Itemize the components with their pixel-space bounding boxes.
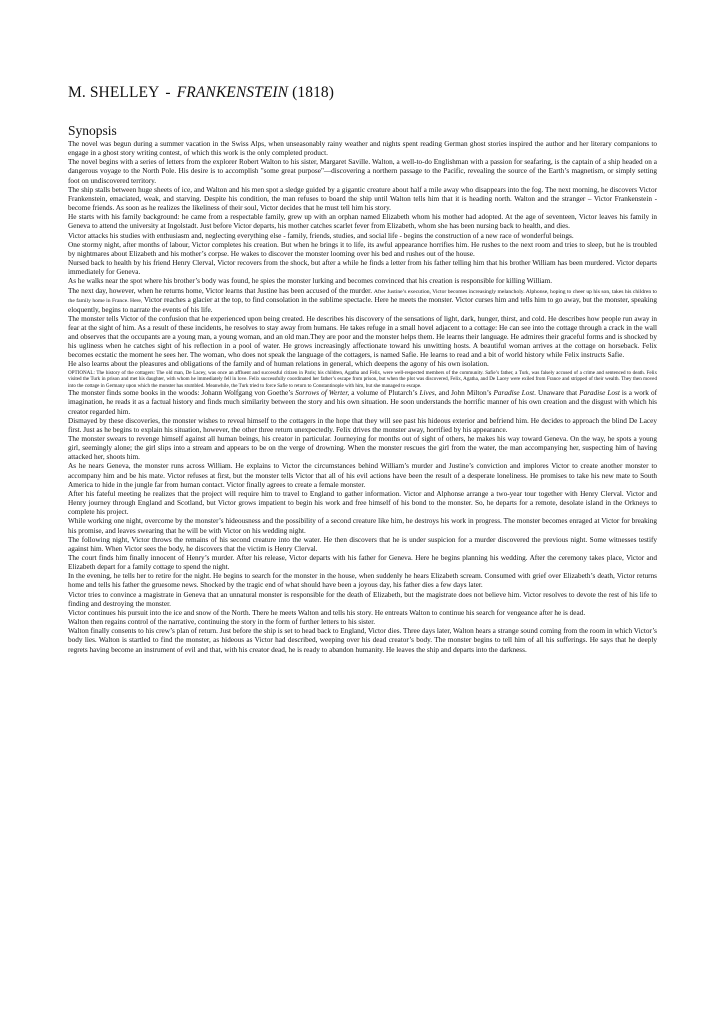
paragraph: The ship stalls between huge sheets of ice, and Walton and his men spot a sledge guided by a gigantic creature about half a mile away who disappears into the fog. The next morning, he discovers Victor Frankenstein, emaciated, weak, and starving. Despite his condition, the man refuses to board the ship until Walton tells him that it is heading north. Walton and the stranger – Victor Frankenstein - become friends. As soon as he realizes the likeliness of their soul, Victor decides that he must tell him his story. <box>68 185 657 213</box>
paragraph: Victor tries to convince a magistrate in Geneva that an unnatural monster is responsible for the death of Elizabeth, but the magistrate does not believe him. Victor resolves to devote the rest of his life to finding and destroying the monster. <box>68 590 657 608</box>
work-title: FRANKENSTEIN <box>176 84 289 101</box>
paragraph: One stormy night, after months of labour, Victor completes his creation. But when he brings it to life, its awful appearance horrifies him. He rushes to the next room and tries to sleep, but he is troubled by nightmares about Elizabeth and his mother’s corpse. He wakes to discover the monster looming over his bed and rushes out of the house. <box>68 240 657 258</box>
text-run: The monster finds some books in the woods: Johann Wolfgang von Goethe’s <box>68 389 296 398</box>
paragraph: The monster swears to revenge himself against all human beings, his creator in particular. Journeying for months out of sight of others, he makes his way toward Geneva. On the way, he spots a young girl, seemingly alone; the girl slips into a stream and appears to be on the verge of drowning. When the monster rescues the girl from the water, the man accompanying her, suspecting him of having attacked her, shoots him. <box>68 434 657 462</box>
author-name: M. SHELLEY <box>68 84 160 101</box>
paragraph: The novel was begun during a summer vacation in the Swiss Alps, when unseasonably rainy weather and nights spent reading German ghost stories inspired the author and her literary companions to engage in a ghost story writing contest, of which this work is the only completed product. <box>68 140 657 158</box>
book-title: Paradise Lost <box>493 389 535 398</box>
paragraph: He also learns about the pleasures and obligations of the family and of human relations in general, which deepens the agony of his own isolation. <box>68 360 489 369</box>
book-title: Lives, <box>419 389 437 398</box>
section-heading: Synopsis <box>68 123 117 138</box>
paragraph: Walton finally consents to his crew’s plan of return. Just before the ship is set to head back to England, Victor dies. Three days later, Walton hears a strange sound coming from the room in which Victor’s body lies. Walton is startled to find the monster, as hideous as Victor had described, weeping over his dead creator’s body. The monster begins to tell him of all his sufferings. He says that he deeply regrets having become an instrument of evil and that, with his creator dead, he is ready to abandon humanity. He leaves the ship and departs into the darkness. <box>68 627 657 654</box>
publication-year: (1818) <box>292 84 335 101</box>
paragraph: He starts with his family background: he came from a respectable family, grew up with an orphan named Elizabeth whom his mother had adopted. At the age of seventeen, Victor leaves his family in Geneva to attend the university at Ingolstadt. Just before Victor departs, his mother catches scarlet fever from Elizabeth, whom she has been nursing back to health, and dies. <box>68 213 657 231</box>
paragraph: Dismayed by these discoveries, the monster wishes to reveal himself to the cottagers in the hope that they will see past his hideous exterior and befriend him. He decides to approach the blind De Lacey first. Just as he begins to explain his situation, however, the other three return unexpectedly. Felix drives the monster away, horrified by his appearance. <box>68 416 657 434</box>
paragraph: Victor continues his pursuit into the ice and snow of the North. There he meets Walton and tells his story. He entreats Walton to continue his search for vengeance after he is dead. <box>68 608 586 617</box>
document-page <box>68 84 657 655</box>
paragraph-books <box>68 389 657 416</box>
paragraph: The court finds him finally innocent of Henry’s murder. After his release, Victor departs with his father for Geneva. Here he begins planning his wedding. After the ceremony takes place, Victor and Elizabeth depart for a family cottage to spend the night. <box>68 554 657 572</box>
synopsis-body <box>68 140 657 655</box>
text-run: a volume of Plutarch’s <box>349 389 420 398</box>
paragraph-small-insert: After Justine’s execution, Victor becomes increasingly melancholy. Alphonse, hoping to cheer up his son, takes his children to the family home in France. Here, <box>68 288 657 304</box>
paragraph: The novel begins with a series of letters from the explorer Robert Walton to his sister, Margaret Saville. Walton, a well-to-do Englishman with a passion for seafaring, is the captain of a ship headed on a dangerous voyage to the North Pole. His desire is to accomplish "some great purpose"—discovering a northern passage to the Pacific, revealing the source of the Earth’s magnetism, or simply setting foot on undiscovered territory. <box>68 158 657 185</box>
book-title: Paradise Lost <box>579 389 620 398</box>
paragraph: As he nears Geneva, the monster runs across William. He explains to Victor the circumstances behind William’s murder and Justine’s conviction and implores Victor to create another monster to accompany him and be his mate. Victor refuses at first, but the monster tells Victor that all of his evil actions have been the result of a desperate loneliness. He promises to take his new mate to South America to hide in the jungle far from human contact. Victor finally agrees to create a female monster. <box>68 462 657 489</box>
paragraph: While working one night, overcome by the monster’s hideousness and the possibility of a second creature like him, he destroys his work in progress. The monster becomes enraged at Victor for breaking his promise, and leaves swearing that he will be with Victor on his wedding night. <box>68 517 657 535</box>
paragraph: The following night, Victor throws the remains of his second creature into the water. He then discovers that he is under suspicion for a murder discovered the previous night. Some witnesses testify against him. When Victor sees the body, he discovers that the victim is Henry Clerval. <box>68 535 657 553</box>
title-separator: - <box>165 84 171 101</box>
text-run: . Unaware that <box>534 389 580 398</box>
paragraph: Nursed back to health by his friend Henry Clerval, Victor recovers from the shock, but after a while he finds a letter from his father telling him that his brother William has been murdered. Victor departs immediately for Geneva. <box>68 259 657 277</box>
paragraph: In the evening, he tells her to retire for the night. He begins to search for the monster in the house, when suddenly he hears Elizabeth scream. Consumed with grief over Elizabeth’s death, Victor returns home and tells his father the gruesome news. Shocked by the tragic end of what should have been a joyous day, his father dies a few days later. <box>68 572 657 590</box>
paragraph: Walton then regains control of the narrative, continuing the story in the form of further letters to his sister. <box>68 618 376 627</box>
text-run: is a work of imagination, he reads it as a factual history and finds much similarity between the story and his own situation. He soon understands the horrific manner of his own creation and the disgust with which his creator regarded him. <box>68 389 658 416</box>
paragraph: After his fateful meeting he realizes that the project will require him to travel to England to gather information. Victor and Alphonse arrange a two-year tour together with Henry Clerval. Victor and Henry journey through England and Scotland, but Victor grows impatient to begin his work and free himself of his bond to the monster. So, he departs for a remote, desolate island in the Orkneys to complete his project. <box>68 489 657 517</box>
paragraph-lead: The next day, however, when he returns home, Victor learns that Justine has been accused of the murder. <box>68 286 372 295</box>
text-run: and John Milton’s <box>436 389 494 398</box>
document-title <box>68 84 657 102</box>
book-title: Sorrows of Werter, <box>295 389 350 398</box>
paragraph: As he walks near the spot where his brother’s body was found, he spies the monster lurking and becomes convinced that his creation is responsible for killing William. <box>68 277 553 286</box>
paragraph-rest: Victor reaches a glacier at the top, to find consolation in the sublime spectacle. Here he meets the monster. Victor curses him and tells him to go away, but the monster, speaking eloquently, begins to narrate the events of his life. <box>68 296 658 314</box>
paragraph: The monster tells Victor of the confusion that he experienced upon being created. He describes his discovery of the sensations of light, dark, hunger, thirst, and cold. He describes how people run away in fear at the sight of him. As a result of these incidents, he resolves to stay away from humans. He takes refuge in a small hovel adjacent to a cottage: He can see into the cottage through a crack in the wall and observes that the occupants are a young man, a young woman, and an old man.They are poor and the monster helps them. He learns their language. He admires their graceful forms and is shocked by his ugliness when he catches sight of his reflection in a pool of water. He grows increasingly affectionate toward his unwitting hosts. A beautiful woman arrives at the cottage on horseback. Felix becomes ecstatic the moment he sees her. The woman, who does not speak the language of the cottagers, is named Safie. He learns to read and a bit of world history while Felix instructs Safie. <box>68 314 657 360</box>
paragraph: Victor attacks his studies with enthusiasm and, neglecting everything else - family, friends, studies, and social life - begins the construction of a new race of wonderful beings. <box>68 231 574 240</box>
paragraph-next-day <box>68 287 657 315</box>
optional-note: OPTIONAL: The history of the cottagers: The old man, De Lacey, was once an affluent and successful citizen in Paris; his children, Agatha and Felix, were well-respected members of the community. Safie’s father, a Turk, was falsely accused of a crime and sentenced to death. Felix visited the Turk in prison and met his daughter, with whom he immediately fell in love. Felix successfully coordinated her father’s escape from prison, but when the plot was discovered, Felix, Agatha, and De Lacey were exiled from France and stripped of their wealth. They then moved into the cottage in Germany upon which the monster has stumbled. Meanwhile, the Turk tried to force Safie to return to Constantinople with him, but she managed to escape. <box>68 370 657 389</box>
